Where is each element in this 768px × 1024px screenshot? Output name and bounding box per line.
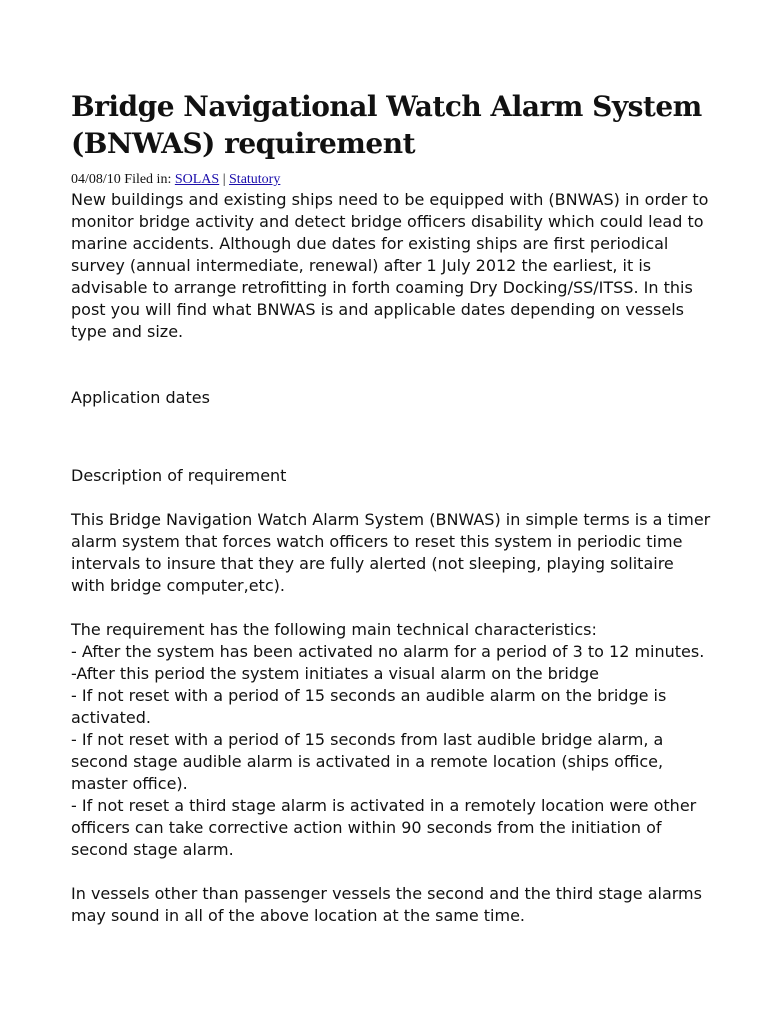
spacer — [71, 453, 711, 465]
spacer — [71, 861, 711, 883]
characteristics-intro: The requirement has the following main technical characteristics: — [71, 620, 597, 639]
spacer — [71, 343, 711, 387]
spacer — [71, 409, 711, 453]
description-paragraph: This Bridge Navigation Watch Alarm System (BNWAS) in simple terms is a timer alarm system that forces watch officers to reset this system in periodic time intervals to insure that they are fully alerted (not sleeping, playing solitaire with bridge computer,etc). — [71, 510, 716, 595]
characteristic-item: -After this period the system initiates a visual alarm on the bridge — [71, 664, 599, 683]
category-separator: | — [219, 172, 230, 187]
category-link-statutory[interactable]: Statutory — [229, 172, 281, 187]
characteristic-item: - If not reset with a period of 15 seconds from last audible bridge alarm, a second stage audible alarm is activated in a remote location (ships office, master office). — [71, 730, 669, 793]
closing-paragraph: In vessels other than passenger vessels the second and the third stage alarms may sound in all of the above location at the same time. — [71, 884, 708, 925]
characteristic-item: - After the system has been activated no alarm for a period of 3 to 12 minutes. — [71, 642, 705, 661]
article-title: Bridge Navigational Watch Alarm System (BNWAS) requirement — [71, 90, 702, 160]
section-heading-application: Application dates — [71, 388, 210, 407]
intro-paragraph: New buildings and existing ships need to be equipped with (BNWAS) in order to monitor bridge activity and detect bridge officers disability which could lead to marine accidents. Although due dates for existing ships are first periodical survey (annual intermediate, renewal) after 1 July 2012 the earliest, it is advisable to arrange retrofitting in forth coaming Dry Docking/SS/ITSS. In this post you will find what BNWAS is and applicable dates depending on vessels type and size. — [71, 190, 714, 341]
article-meta — [71, 171, 711, 189]
spacer — [71, 597, 711, 619]
post-date: 04/08/10 Filed in: — [71, 172, 175, 187]
section-heading-description: Description of requirement — [71, 466, 287, 485]
characteristic-item: - If not reset a third stage alarm is activated in a remotely location were other officers can take corrective action within 90 seconds from the initiation of second stage alarm. — [71, 796, 702, 859]
category-link-solas[interactable]: SOLAS — [174, 172, 220, 187]
characteristic-item: - If not reset with a period of 15 seconds an audible alarm on the bridge is activated. — [71, 686, 672, 727]
article — [71, 88, 716, 927]
spacer — [71, 487, 711, 509]
